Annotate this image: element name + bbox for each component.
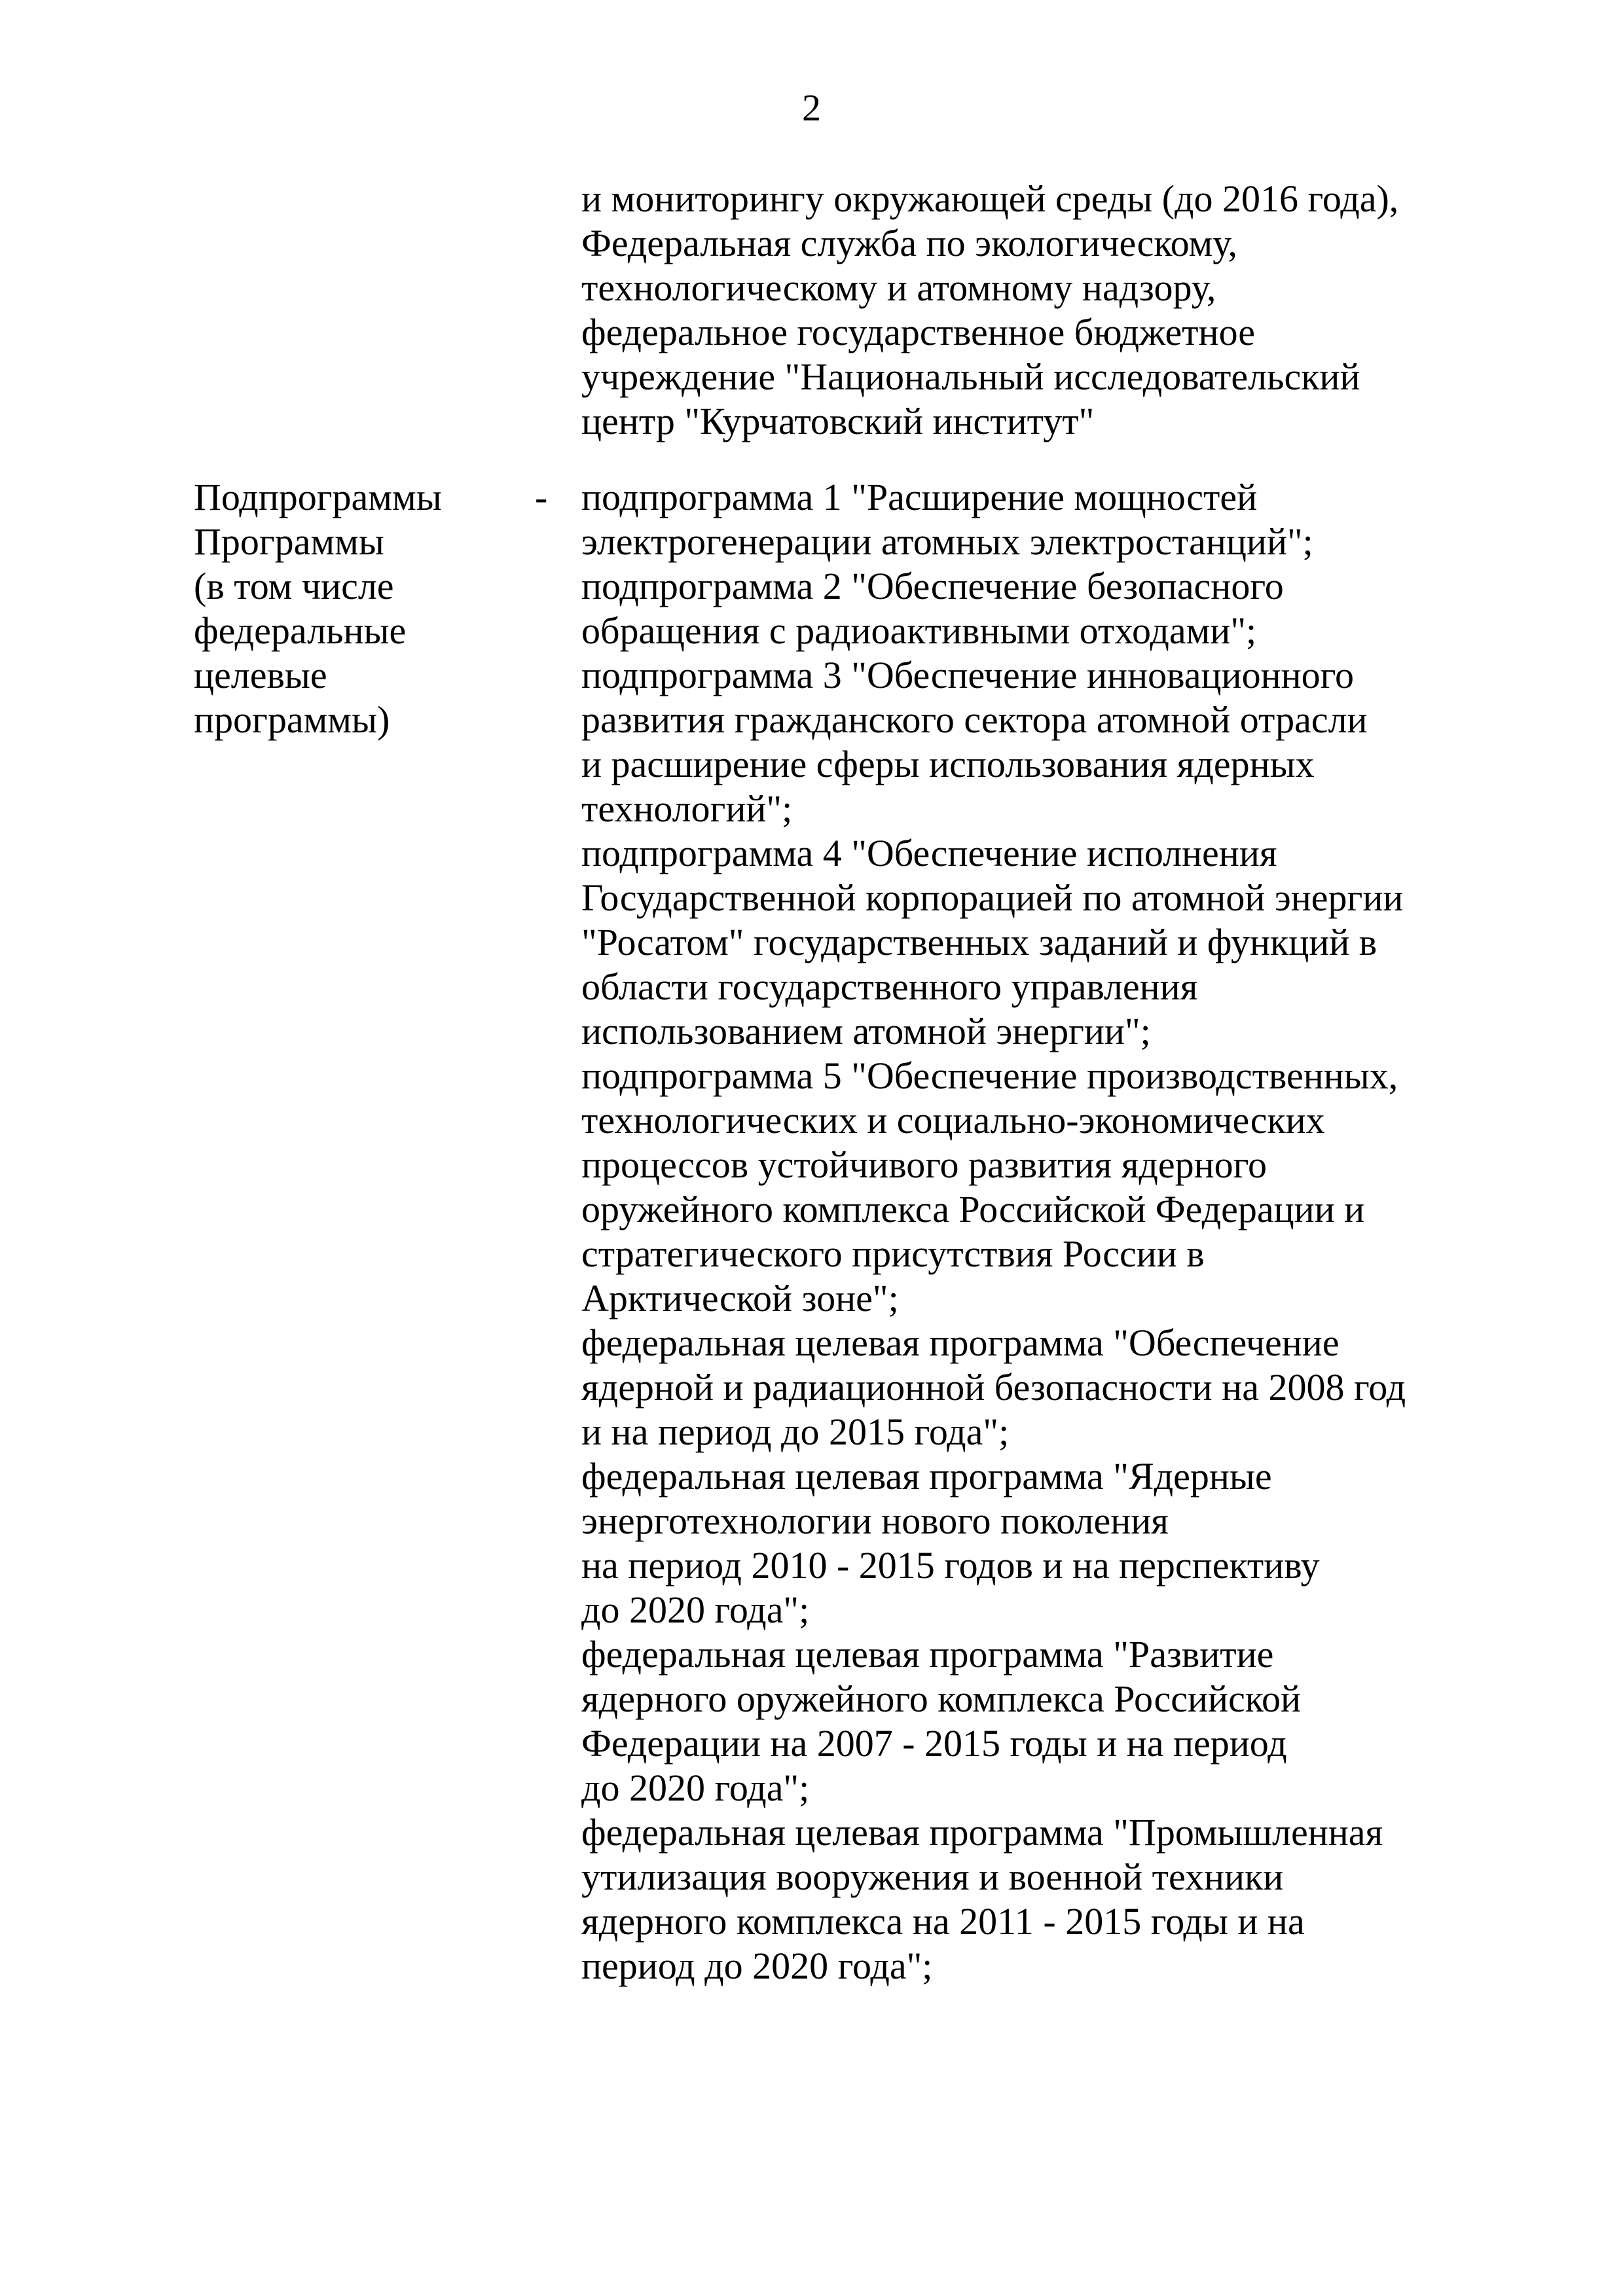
content-line: обращения с радиоактивными отходами"; [581, 609, 1257, 652]
content-line: ядерной и радиационной безопасности на 2008 год [581, 1366, 1406, 1408]
content-line: подпрограмма 4 "Обеспечение исполнения [581, 832, 1277, 874]
content-line: и на период до 2015 года"; [581, 1410, 1010, 1453]
content-line: федеральная целевая программа "Развитие [581, 1633, 1274, 1676]
continuation-line: учреждение "Национальный исследовательский [581, 355, 1360, 398]
content-line: федеральная целевая программа "Промышленная [581, 1811, 1383, 1854]
label-line: Подпрограммы [194, 476, 442, 518]
content-line: использованием атомной энергии"; [581, 1010, 1151, 1052]
continuation-line: Федеральная служба по экологическому, [581, 222, 1237, 264]
label-line: программы) [194, 698, 390, 741]
content-line: технологических и социально-экономических [581, 1099, 1325, 1141]
content-line: ядерного оружейного комплекса Российской [581, 1677, 1302, 1720]
content-line: Государственной корпорацией по атомной энергии [581, 876, 1404, 919]
content-line: "Росатом" государственных заданий и функций в [581, 921, 1377, 963]
content-line: ядерного комплекса на 2011 - 2015 годы и на [581, 1900, 1305, 1943]
content-line: оружейного комплекса Российской Федерации и [581, 1188, 1365, 1230]
separator-dash: - [535, 476, 548, 518]
content-line: электрогенерации атомных электростанций"; [581, 520, 1313, 563]
content-line: Федерации на 2007 - 2015 годы и на период [581, 1722, 1287, 1765]
content-line: до 2020 года"; [581, 1588, 810, 1631]
page-number: 2 [802, 86, 821, 129]
label-line: (в том числе [194, 565, 394, 607]
content-line: подпрограмма 2 "Обеспечение безопасного [581, 565, 1284, 607]
content-line: развития гражданского сектора атомной отрасли [581, 698, 1368, 741]
content-line: подпрограмма 1 "Расширение мощностей [581, 476, 1258, 518]
continuation-line: федеральное государственное бюджетное [581, 311, 1256, 353]
content-line: стратегического присутствия России в [581, 1232, 1205, 1275]
content-line: на период 2010 - 2015 годов и на перспективу [581, 1544, 1320, 1587]
content-line: Арктической зоне"; [581, 1277, 899, 1319]
content-line: период до 2020 года"; [581, 1945, 933, 1987]
label-line: Программы [194, 520, 384, 563]
content-line: федеральная целевая программа "Обеспечение [581, 1321, 1340, 1364]
label-line: целевые [194, 654, 327, 696]
content-line: технологий"; [581, 787, 793, 830]
content-line: утилизация вооружения и военной техники [581, 1856, 1284, 1898]
content-line: области государственного управления [581, 965, 1198, 1008]
content-line: подпрограмма 3 "Обеспечение инновационного [581, 654, 1354, 696]
content-line: федеральная целевая программа "Ядерные [581, 1455, 1272, 1498]
content-line: энерготехнологии нового поколения [581, 1499, 1169, 1542]
content-line: подпрограмма 5 "Обеспечение производственных, [581, 1054, 1398, 1097]
continuation-line: и мониторингу окружающей среды (до 2016 года), [581, 177, 1399, 220]
continuation-line: центр "Курчатовский институт" [581, 400, 1095, 442]
content-line: процессов устойчивого развития ядерного [581, 1143, 1267, 1186]
content-line: до 2020 года"; [581, 1767, 810, 1809]
continuation-line: технологическому и атомному надзору, [581, 266, 1216, 309]
content-line: и расширение сферы использования ядерных [581, 743, 1315, 785]
label-line: федеральные [194, 609, 407, 652]
